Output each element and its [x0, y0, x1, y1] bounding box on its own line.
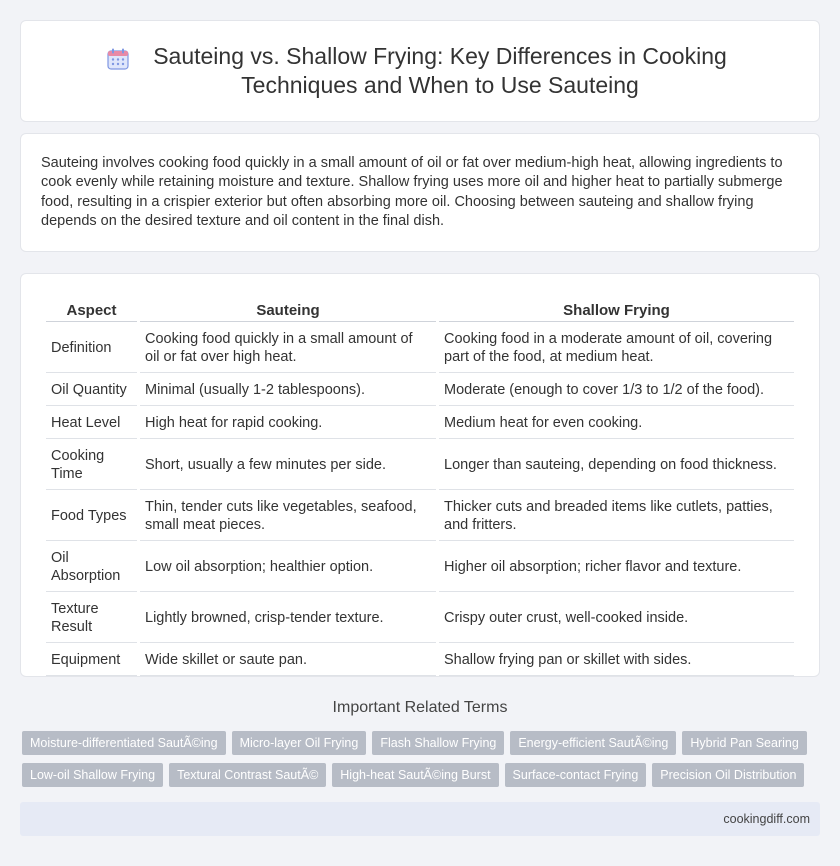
shallow-frying-cell: Higher oil absorption; richer flavor and texture.: [439, 543, 794, 592]
related-term-tag[interactable]: High-heat SautÃ©ing Burst: [332, 763, 498, 787]
aspect-cell: Oil Quantity: [46, 375, 137, 406]
related-term-tag[interactable]: Surface-contact Frying: [505, 763, 647, 787]
aspect-cell: Food Types: [46, 492, 137, 541]
aspect-cell: Equipment: [46, 645, 137, 676]
related-term-tag[interactable]: Low-oil Shallow Frying: [22, 763, 163, 787]
related-term-tag[interactable]: Moisture-differentiated SautÃ©ing: [22, 731, 226, 755]
related-term-tag[interactable]: Micro-layer Oil Frying: [232, 731, 367, 755]
footer-bar: [20, 802, 820, 836]
table-header-row: [46, 298, 794, 322]
comparison-table: [43, 296, 797, 678]
shallow-frying-cell: Medium heat for even cooking.: [439, 408, 794, 439]
header-aspect: Aspect: [46, 298, 137, 322]
table-row: [46, 441, 794, 490]
table-row: [46, 645, 794, 676]
aspect-cell: Cooking Time: [46, 441, 137, 490]
table-row: [46, 594, 794, 643]
header-shallow-frying: Shallow Frying: [439, 298, 794, 322]
aspect-cell: Texture Result: [46, 594, 137, 643]
sauteing-cell: High heat for rapid cooking.: [140, 408, 436, 439]
aspect-cell: Definition: [46, 324, 137, 373]
related-terms-heading: Important Related Terms: [332, 699, 508, 716]
related-term-tag[interactable]: Flash Shallow Frying: [372, 731, 504, 755]
intro-card: [20, 133, 820, 252]
table-row: [46, 543, 794, 592]
aspect-cell: Oil Absorption: [46, 543, 137, 592]
related-terms-list: [22, 731, 812, 787]
shallow-frying-cell: Crispy outer crust, well-cooked inside.: [439, 594, 794, 643]
related-term-tag[interactable]: Energy-efficient SautÃ©ing: [510, 731, 676, 755]
comparison-table-card: [20, 273, 820, 677]
sauteing-cell: Short, usually a few minutes per side.: [140, 441, 436, 490]
shallow-frying-cell: Moderate (enough to cover 1/3 to 1/2 of the food).: [439, 375, 794, 406]
table-row: [46, 408, 794, 439]
table-row: [46, 375, 794, 406]
sauteing-cell: Lightly browned, crisp-tender texture.: [140, 594, 436, 643]
header-sauteing: Sauteing: [140, 298, 436, 322]
sauteing-cell: Low oil absorption; healthier option.: [140, 543, 436, 592]
footer-site-link[interactable]: cookingdiff.com: [723, 812, 810, 826]
header-card: [20, 20, 820, 122]
sauteing-cell: Minimal (usually 1-2 tablespoons).: [140, 375, 436, 406]
related-term-tag[interactable]: Textural Contrast SautÃ©: [169, 763, 326, 787]
shallow-frying-cell: Thicker cuts and breaded items like cutlets, patties, and fritters.: [439, 492, 794, 541]
page-title: Sauteing vs. Shallow Frying: Key Differences in Cooking Techniques and When to Use Sauteing: [153, 43, 727, 98]
related-term-tag[interactable]: Precision Oil Distribution: [652, 763, 804, 787]
sauteing-cell: Wide skillet or saute pan.: [140, 645, 436, 676]
table-row: [46, 324, 794, 373]
related-term-tag[interactable]: Hybrid Pan Searing: [682, 731, 806, 755]
shallow-frying-cell: Longer than sauteing, depending on food thickness.: [439, 441, 794, 490]
sauteing-cell: Cooking food quickly in a small amount of oil or fat over high heat.: [140, 324, 436, 373]
shallow-frying-cell: Shallow frying pan or skillet with sides.: [439, 645, 794, 676]
sauteing-cell: Thin, tender cuts like vegetables, seafood, small meat pieces.: [140, 492, 436, 541]
aspect-cell: Heat Level: [46, 408, 137, 439]
shallow-frying-cell: Cooking food in a moderate amount of oil, covering part of the food, at medium heat.: [439, 324, 794, 373]
table-row: [46, 492, 794, 541]
intro-paragraph: Sauteing involves cooking food quickly in a small amount of oil or fat over medium-high heat, allowing ingredients to cook evenly while retaining moisture and texture. Shallow frying uses more oil and higher heat to partially submerge food, resulting in a crispier exterior but often absorbing more oil. Choosing between sauteing and shallow frying depends on the desired texture and oil content in the final dish.: [41, 155, 783, 230]
